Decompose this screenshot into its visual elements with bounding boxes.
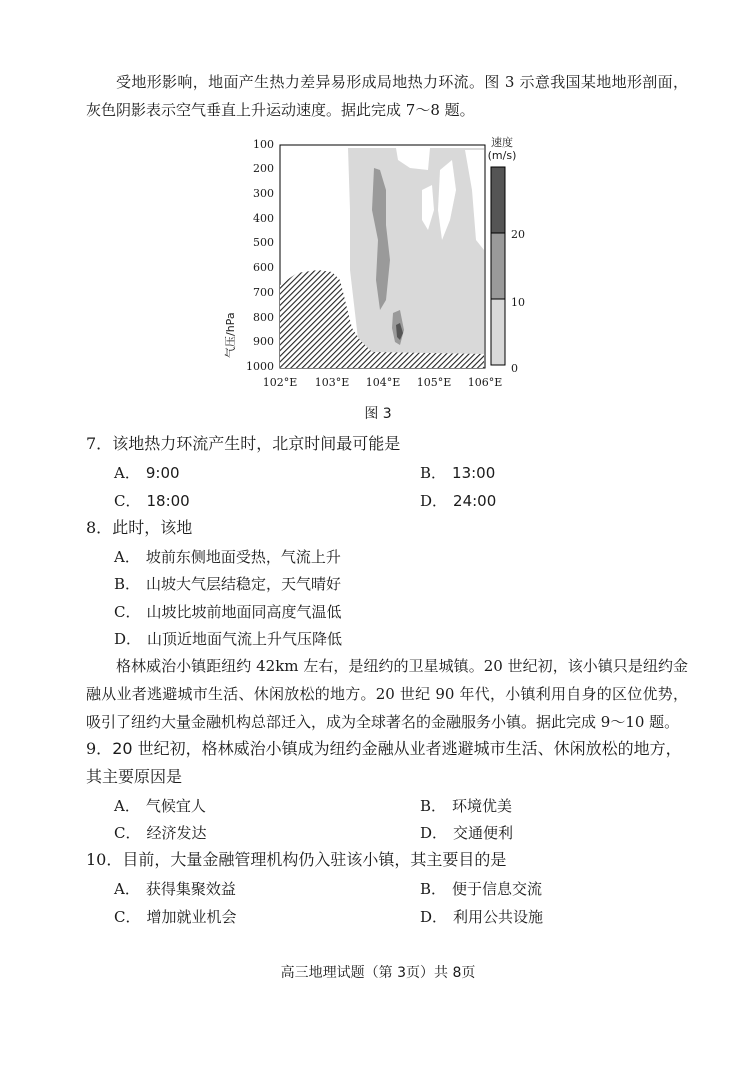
q9-option-c[interactable]: C． 经济发达 <box>114 824 207 842</box>
y-tick: 900 <box>253 335 274 348</box>
intro-paragraph-1: 受地形影响，地面产生热力差异易形成局地热力环流。图 3 示意我国某地地形剖面，灰色阴影表示空气垂直上升运动速度。据此完成 7～8 题。 <box>86 73 688 119</box>
figure-caption: 图 3 <box>364 406 392 422</box>
q9-option-b[interactable]: B． 环境优美 <box>420 797 513 815</box>
x-tick: 106°E <box>467 376 503 389</box>
question-10 <box>86 846 688 874</box>
y-tick: 400 <box>253 212 274 225</box>
q10-option-a[interactable]: A． 获得集聚效益 <box>114 880 236 898</box>
question-number: 8． <box>86 518 113 537</box>
colorbar <box>490 166 510 371</box>
x-tick: 105°E <box>416 376 452 389</box>
page-footer: 高三地理试题（第 3页）共 8页 <box>280 965 476 981</box>
q7-option-d[interactable]: D． 24:00 <box>420 492 497 510</box>
colorbar-title: 速度 <box>491 136 513 149</box>
x-tick: 102°E <box>262 376 298 389</box>
q9-option-a[interactable]: A． 气候宜人 <box>114 797 206 815</box>
q7-option-b[interactable]: B． 13:00 <box>420 464 496 482</box>
q9-option-d[interactable]: D． 交通便利 <box>420 824 514 842</box>
y-tick: 200 <box>253 162 274 175</box>
y-tick: 800 <box>253 311 274 324</box>
colorbar-tick: 10 <box>511 296 525 309</box>
question-number: 7． <box>86 434 113 453</box>
y-tick: 1000 <box>246 360 274 373</box>
intro-paragraph-2: 格林威治小镇距纽约 42km 左右，是纽约的卫星城镇。20 世纪初，该小镇只是纽约金融从业者逃避城市生活、休闲放松的地方。20 世纪 90 年代，小镇利用自身的区位优势，吸引了纽约大量金融机构总部迁入，成为全球著名的金融服务小镇。据此完成 9～10 题。 <box>86 657 688 731</box>
q7-option-a[interactable]: A． 9:00 <box>114 464 180 482</box>
question-number: 10． <box>86 850 123 869</box>
question-stem: 此时，该地 <box>112 518 193 537</box>
question-stem: 20 世纪初，格林威治小镇成为纽约金融从业者逃避城市生活、休闲放松的地方，其主要原因是 <box>86 739 682 786</box>
x-tick: 104°E <box>365 376 401 389</box>
q8-option-c[interactable]: C． 山坡比坡前地面同高度气温低 <box>114 603 342 621</box>
y-axis-label: 气压/hPa <box>224 312 237 358</box>
colorbar-unit: (m/s) <box>487 149 517 162</box>
y-tick: 100 <box>253 138 274 151</box>
light-speed-region <box>348 148 484 358</box>
question-number: 9． <box>86 739 113 758</box>
question-8 <box>86 514 688 542</box>
question-stem: 目前，大量金融管理机构仍入驻该小镇，其主要目的是 <box>122 850 507 869</box>
question-9 <box>86 735 688 791</box>
q10-option-d[interactable]: D． 利用公共设施 <box>420 908 544 926</box>
q8-option-b[interactable]: B． 山坡大气层结稳定，天气晴好 <box>114 575 342 593</box>
question-7 <box>86 430 688 458</box>
question-stem: 该地热力环流产生时，北京时间最可能是 <box>112 434 401 453</box>
q10-option-b[interactable]: B． 便于信息交流 <box>420 880 543 898</box>
terrain-profile-figure <box>200 130 540 395</box>
q8-option-a[interactable]: A． 坡前东侧地面受热，气流上升 <box>114 548 341 566</box>
y-tick: 700 <box>253 286 274 299</box>
q10-option-c[interactable]: C． 增加就业机会 <box>114 908 237 926</box>
q7-option-c[interactable]: C． 18:00 <box>114 492 190 510</box>
y-tick: 600 <box>253 261 274 274</box>
q8-option-d[interactable]: D． 山顶近地面气流上升气压降低 <box>114 630 343 648</box>
colorbar-tick: 20 <box>511 228 525 241</box>
colorbar-tick: 0 <box>511 362 518 375</box>
y-tick: 300 <box>253 187 274 200</box>
x-tick: 103°E <box>314 376 350 389</box>
y-tick: 500 <box>253 236 274 249</box>
